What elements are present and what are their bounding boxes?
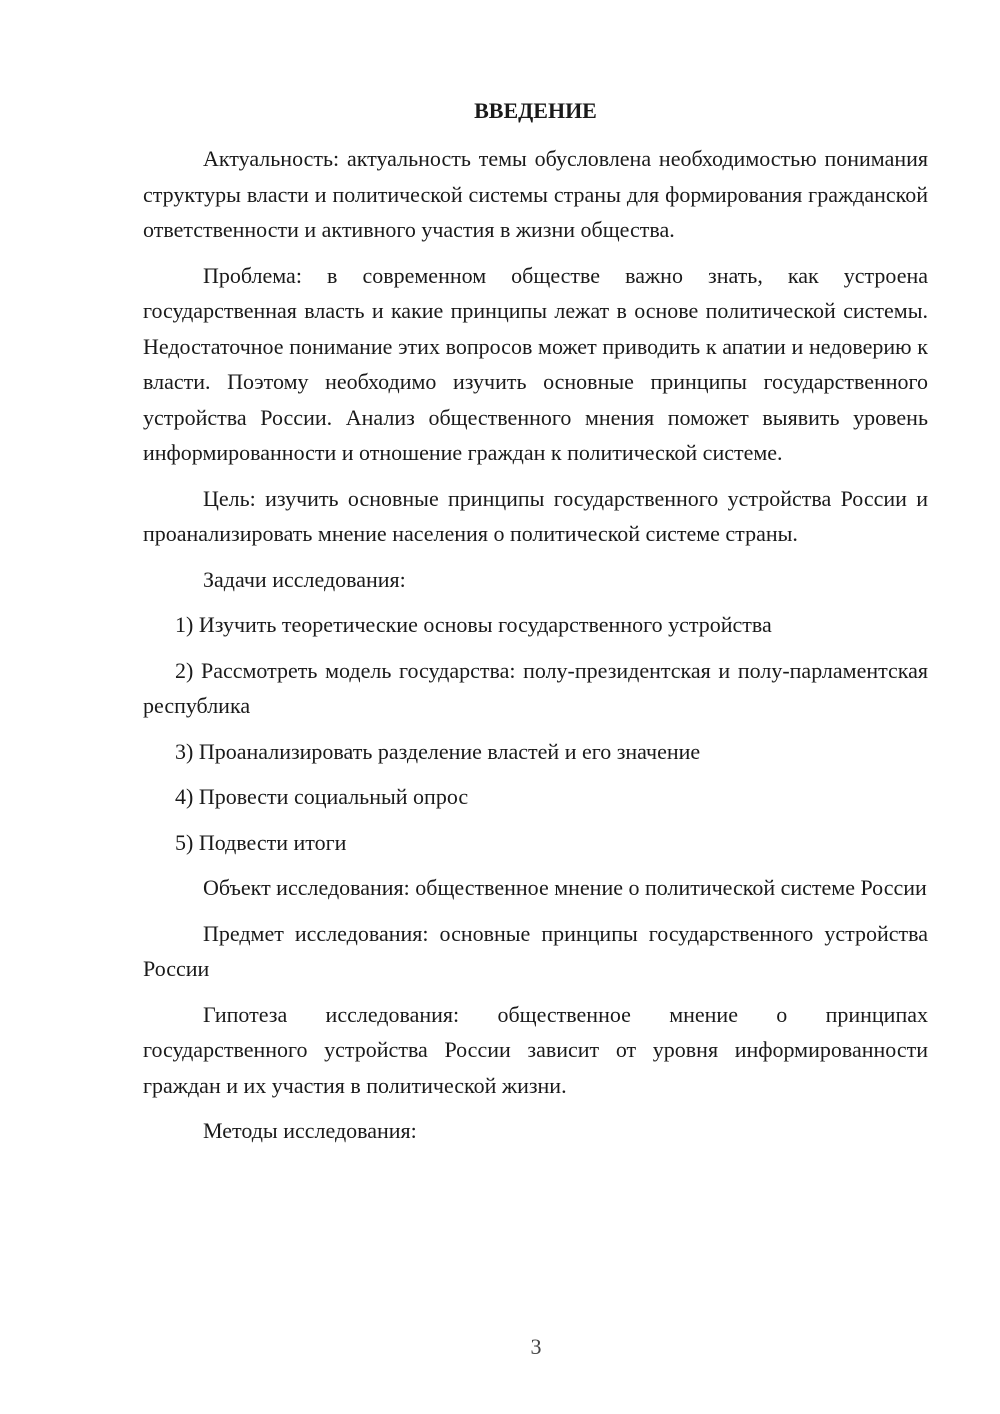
goal-paragraph: Цель: изучить основные принципы государственного устройства России и проанализировать мнение населения о политической системе страны. bbox=[143, 485, 928, 546]
task-item-1: 1) Изучить теоретические основы государственного устройства bbox=[175, 612, 772, 637]
tasks-heading: Задачи исследования: bbox=[203, 566, 406, 592]
page-number: 3 bbox=[530, 1334, 542, 1359]
problem-paragraph: Проблема: в современном обществе важно знать, как устроена государственная власть и какие принципы лежат в основе политической системы. Недостаточное понимание этих вопросов может приводить к апатии и недоверию к власти. Поэтому необходимо изучить основные принципы государственного устройства России. Анализ общественного мнения поможет выявить уровень информированности и отношение граждан к политической системе. bbox=[143, 262, 928, 465]
methods-heading: Методы исследования: bbox=[203, 1118, 417, 1143]
task-item-4: 4) Провести социальный опрос bbox=[175, 784, 469, 809]
task-item-5: 5) Подвести итоги bbox=[175, 829, 347, 855]
document-page bbox=[143, 95, 928, 1159]
task-item-3: 3) Проанализировать разделение властей и его значение bbox=[175, 738, 701, 764]
task-item-2: 2) Рассмотреть модель государства: полу-президентская и полу-парламентская республика bbox=[143, 657, 928, 718]
section-title: ВВЕДЕНИЕ bbox=[474, 98, 597, 123]
hypothesis-paragraph: Гипотеза исследования: общественное мнение о принципах государственного устройства России зависит от уровня информированности граждан и их участия в политической жизни. bbox=[143, 1001, 928, 1098]
relevance-paragraph: Актуальность: актуальность темы обусловлена необходимостью понимания структуры власти и политической системы страны для формирования гражданской ответственности и активного участия в жизни общества. bbox=[143, 146, 928, 242]
object-paragraph: Объект исследования: общественное мнение о политической системе России bbox=[203, 875, 927, 900]
subject-paragraph: Предмет исследования: основные принципы государственного устройства России bbox=[143, 920, 928, 981]
